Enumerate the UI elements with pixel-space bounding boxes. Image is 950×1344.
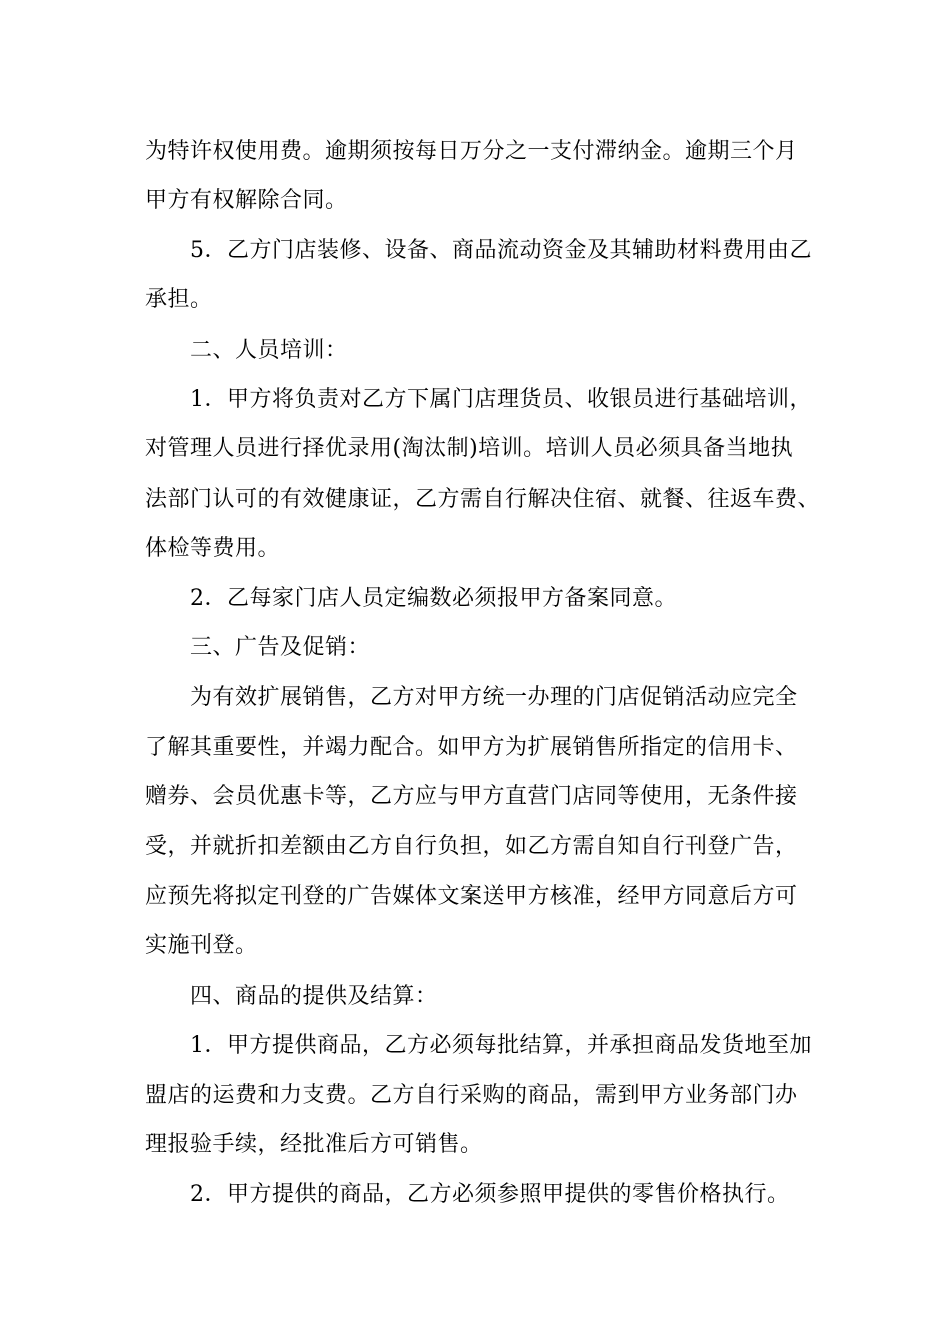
paragraph-item-1: 1．甲方将负责对乙方下属门店理货员、收银员进行基础培训， (190, 387, 812, 412)
body-text-line: 法部门认可的有效健康证，乙方需自行解决住宿、就餐、往返车费、 (145, 487, 821, 512)
body-text-line: 甲方有权解除合同。 (145, 188, 348, 213)
body-text-line: 体检等费用。 (145, 536, 281, 561)
paragraph-item-2: 2．乙每家门店人员定编数必须报甲方备案同意。 (190, 586, 677, 611)
body-text-line: 承担。 (145, 287, 213, 312)
body-text-line: 对管理人员进行择优录用(淘汰制)培训。培训人员必须具备当地执 (145, 436, 794, 461)
body-text-line: 盟店的运费和力支费。乙方自行采购的商品，需到甲方业务部门办 (145, 1083, 798, 1108)
section-heading-4: 四、商品的提供及结算： (190, 984, 438, 1009)
body-text-line: 为特许权使用费。逾期须按每日万分之一支付滞纳金。逾期三个月 (145, 139, 798, 164)
paragraph-item-1: 1．甲方提供商品，乙方必须每批结算，并承担商品发货地至加 (190, 1033, 812, 1058)
body-text-line: 了解其重要性，并竭力配合。如甲方为扩展销售所指定的信用卡、 (145, 735, 798, 760)
paragraph-item-5: 5．乙方门店装修、设备、商品流动资金及其辅助材料费用由乙 (190, 238, 812, 263)
body-text-line: 实施刊登。 (145, 933, 258, 958)
section-heading-3: 三、广告及促销： (190, 635, 371, 660)
body-text-line: 应预先将拟定刊登的广告媒体文案送甲方核准，经甲方同意后方可 (145, 884, 798, 909)
section-heading-2: 二、人员培训： (190, 338, 348, 363)
body-text-line: 赠券、会员优惠卡等，乙方应与甲方直营门店同等使用，无条件接 (145, 784, 798, 809)
body-text-line: 理报验手续，经批准后方可销售。 (145, 1132, 483, 1157)
paragraph-start: 为有效扩展销售，乙方对甲方统一办理的门店促销活动应完全 (190, 685, 798, 710)
paragraph-item-2: 2．甲方提供的商品，乙方必须参照甲提供的零售价格执行。 (190, 1182, 790, 1207)
body-text-line: 受，并就折扣差额由乙方自行负担，如乙方需自知自行刊登广告， (145, 834, 798, 859)
